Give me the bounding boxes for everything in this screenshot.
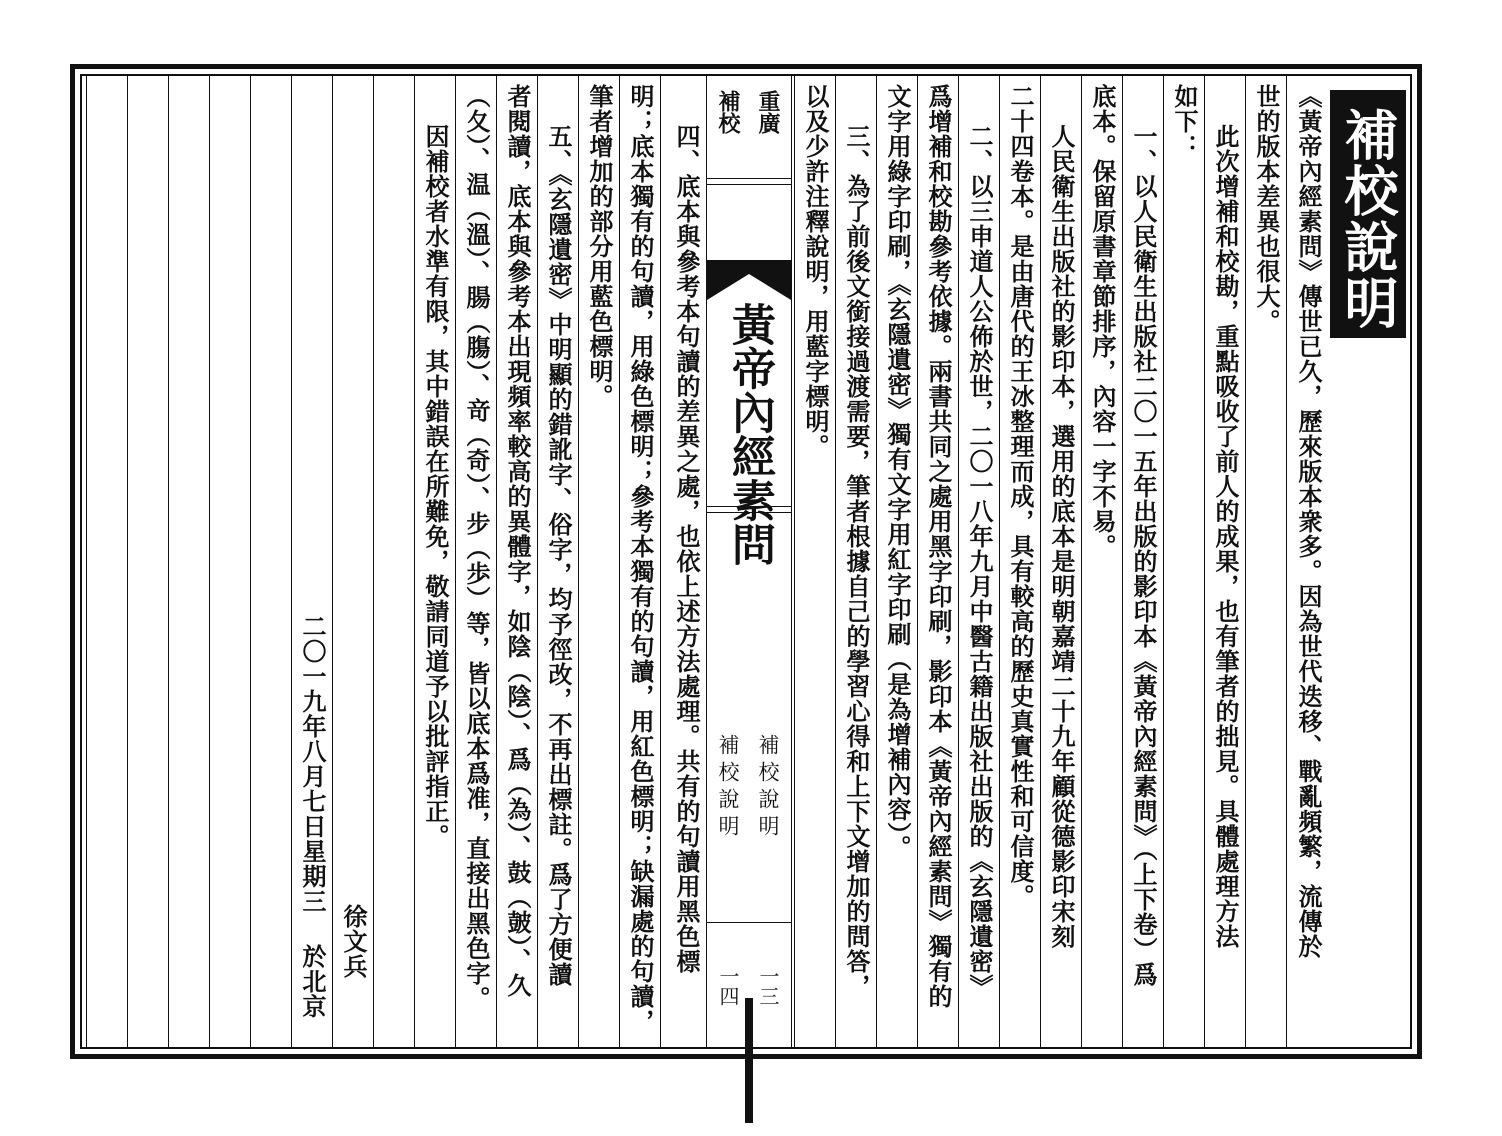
text-column xyxy=(958,76,999,1047)
text-column xyxy=(835,76,876,1047)
column-text: 《黃帝內經素問》傳世已久，歷來版本衆多。因為世代迭移、戰亂頻繁，流傳於 xyxy=(1294,84,1323,959)
column-text: 四、底本與參考本句讀的差異之處，也依上述方法處理。共有的句讀用黑色標 xyxy=(672,124,701,974)
column-text: 二、以三申道人公佈於世，二〇一八年九月中醫古籍出版社出版的《玄隱遺密》 xyxy=(965,124,994,999)
text-column xyxy=(373,76,414,1047)
column-text: 世的版本差異也很大。 xyxy=(1252,84,1281,334)
spine-divider xyxy=(707,178,791,179)
column-text: 者閱讀，底本與參考本出現頻率較高的異體字，如陰（陰）、爲（為）、鼓（皷）、久 xyxy=(503,84,532,998)
text-column xyxy=(876,76,917,1047)
column-text: 筆者增加的部分用藍色標明。 xyxy=(585,84,614,409)
text-column xyxy=(250,76,291,1047)
text-column xyxy=(209,76,250,1047)
text-column xyxy=(999,76,1040,1047)
column-text: （夂）、温（溫）、腸（膓）、竒（奇）、步（歩）等，皆以底本爲准，直接出黑色字。 xyxy=(462,84,491,1011)
column-text: 如下： xyxy=(1170,84,1199,159)
text-column xyxy=(1040,76,1081,1047)
column-text: 爲增補和校勘參考依據。兩書共同之處用黑字印刷，影印本《黃帝內經素問》獨有的 xyxy=(924,84,953,1009)
text-column xyxy=(332,76,373,1047)
text-column xyxy=(86,76,127,1047)
column-text: 五、《玄隱遺密》中明顯的錯訛字、俗字，均予徑改，不再出標註。爲了方便讀 xyxy=(544,124,573,987)
section-label-left: 補校說明 xyxy=(716,734,740,842)
text-column xyxy=(794,76,835,1047)
text-column xyxy=(1163,76,1204,1047)
spine-bar xyxy=(745,998,753,1123)
author-name: 徐文兵 xyxy=(339,904,368,979)
column-text: 人民衛生出版社的影印本，選用的底本是明朝嘉靖二十九年顧從德影印宋刻 xyxy=(1047,124,1076,949)
column-text: 底本。保留原書章節排序，內容一字不易。 xyxy=(1088,84,1117,559)
series-label-right: 重廣 xyxy=(755,90,781,134)
page-number-right: 一三 xyxy=(756,966,780,1006)
section-label-right: 補校說明 xyxy=(756,734,780,842)
text-column xyxy=(619,76,660,1047)
book-title: 黃帝內經素問 xyxy=(724,302,775,566)
series-label-left: 補校 xyxy=(715,90,741,134)
column-text: 此次增補和校勘，重點吸收了前人的成果，也有筆者的拙見。具體處理方法 xyxy=(1211,124,1240,949)
text-column xyxy=(414,76,455,1047)
spine-divider xyxy=(707,506,791,507)
page-title-text: 補校說明 xyxy=(1336,107,1400,331)
text-column xyxy=(1204,76,1245,1047)
column-text: 因補校者水準有限，其中錯誤在所難免，敬請同道予以批評指正。 xyxy=(421,124,450,849)
text-column xyxy=(660,76,706,1047)
page-number-left: 一四 xyxy=(716,966,740,1006)
column-text: 以及少許注釋說明，用藍字標明。 xyxy=(801,84,830,459)
book-spine xyxy=(706,76,792,1047)
text-column xyxy=(917,76,958,1047)
text-column xyxy=(537,76,578,1047)
fish-tail-mark xyxy=(707,260,791,300)
text-column xyxy=(496,76,537,1047)
column-text: 三、為了前後文銜接過渡需要，筆者根據自己的學習心得和上下文增加的問答， xyxy=(842,124,871,999)
text-column xyxy=(1122,76,1163,1047)
signature-date: 二〇一九年八月七日星期三 於北京 xyxy=(298,614,327,1019)
spine-divider xyxy=(707,184,791,185)
spine-divider xyxy=(707,512,791,513)
text-column xyxy=(291,76,332,1047)
column-text: 二十四卷本。是由唐代的王冰整理而成，具有較高的歷史真實性和可信度。 xyxy=(1006,84,1035,909)
text-column xyxy=(1081,76,1122,1047)
text-column xyxy=(1286,76,1328,1047)
column-text: 明；底本獨有的句讀，用綠色標明；參考本獨有的句讀，用紅色標明；缺漏處的句讀， xyxy=(626,84,655,1034)
spine-divider xyxy=(707,922,791,923)
text-column xyxy=(1245,76,1286,1047)
column-text: 文字用綠字印刷，《玄隱遺密》獨有文字用紅字印刷（是為增補內容）。 xyxy=(883,84,912,860)
text-column xyxy=(127,76,168,1047)
text-column xyxy=(455,76,496,1047)
text-column xyxy=(578,76,619,1047)
text-column xyxy=(168,76,209,1047)
column-text: 一、以人民衛生出版社二〇一五年出版的影印本《黃帝內經素問》（上下卷）爲 xyxy=(1129,124,1158,987)
page-title xyxy=(1330,90,1406,338)
